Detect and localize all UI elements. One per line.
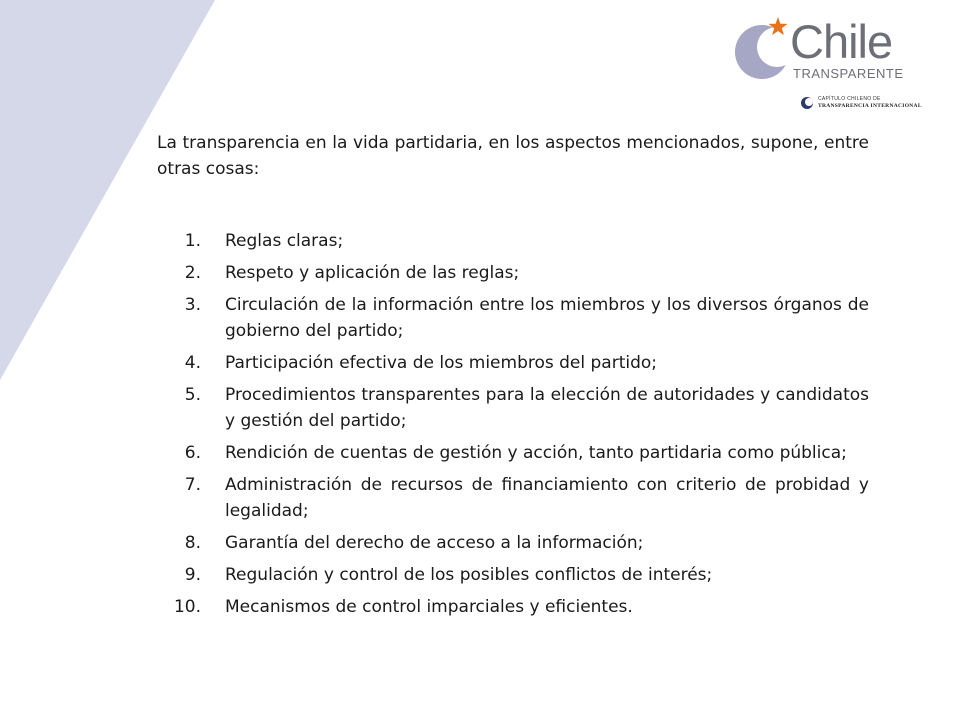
list-item-text: Procedimientos transparentes para la elección de autoridades y candidatos y gestión del partido;: [225, 385, 869, 431]
affiliation-line-2: TRANSPARENCIA INTERNACIONAL: [818, 103, 922, 109]
list-item-text: Reglas claras;: [225, 231, 344, 251]
list-item: [157, 562, 869, 588]
principles-list: [157, 228, 869, 620]
list-item: [157, 260, 869, 286]
list-item: [157, 594, 869, 620]
list-item-number: 7.: [184, 475, 201, 495]
list-item-number: 6.: [184, 443, 201, 463]
affiliation-line-1: CAPÍTULO CHILENO DE: [818, 96, 881, 102]
list-item: [157, 228, 869, 254]
list-item-text: Respeto y aplicación de las reglas;: [225, 263, 520, 283]
list-item-text: Administración de recursos de financiamiento con criterio de probidad y legalidad;: [225, 475, 869, 521]
list-item-number: 9.: [184, 565, 201, 585]
intro-paragraph: La transparencia en la vida partidaria, en los aspectos mencionados, supone, entre otras cosas:: [157, 133, 869, 179]
list-item-number: 8.: [184, 533, 201, 553]
list-item-number: 10.: [173, 597, 201, 617]
list-item-number: 3.: [184, 295, 201, 315]
list-item-text: Circulación de la información entre los miembros y los diversos órganos de gobierno del partido;: [225, 295, 869, 341]
list-item: [157, 472, 869, 524]
list-item: [157, 350, 869, 376]
list-item-number: 5.: [184, 385, 201, 405]
logo-star-icon: [768, 17, 788, 37]
list-item-number: 4.: [184, 353, 201, 373]
slide-body: [157, 130, 869, 626]
list-item-number: 1.: [184, 231, 201, 251]
list-item: [157, 292, 869, 344]
list-item-text: Participación efectiva de los miembros del partido;: [225, 353, 658, 373]
logo-wordmark: Chile: [790, 15, 893, 68]
chile-transparente-logo: [730, 14, 930, 116]
list-item-text: Garantía del derecho de acceso a la información;: [225, 533, 644, 553]
ti-globe-icon: [800, 96, 814, 110]
list-item-text: Regulación y control de los posibles conflictos de interés;: [225, 565, 713, 585]
list-item: [157, 382, 869, 434]
list-item: [157, 440, 869, 466]
list-item-text: Rendición de cuentas de gestión y acción, tanto partidaria como pública;: [225, 443, 847, 463]
list-item-number: 2.: [184, 263, 201, 283]
logo-tagline: TRANSPARENTE: [793, 66, 904, 81]
list-item: [157, 530, 869, 556]
list-item-text: Mecanismos de control imparciales y eficientes.: [225, 597, 633, 617]
